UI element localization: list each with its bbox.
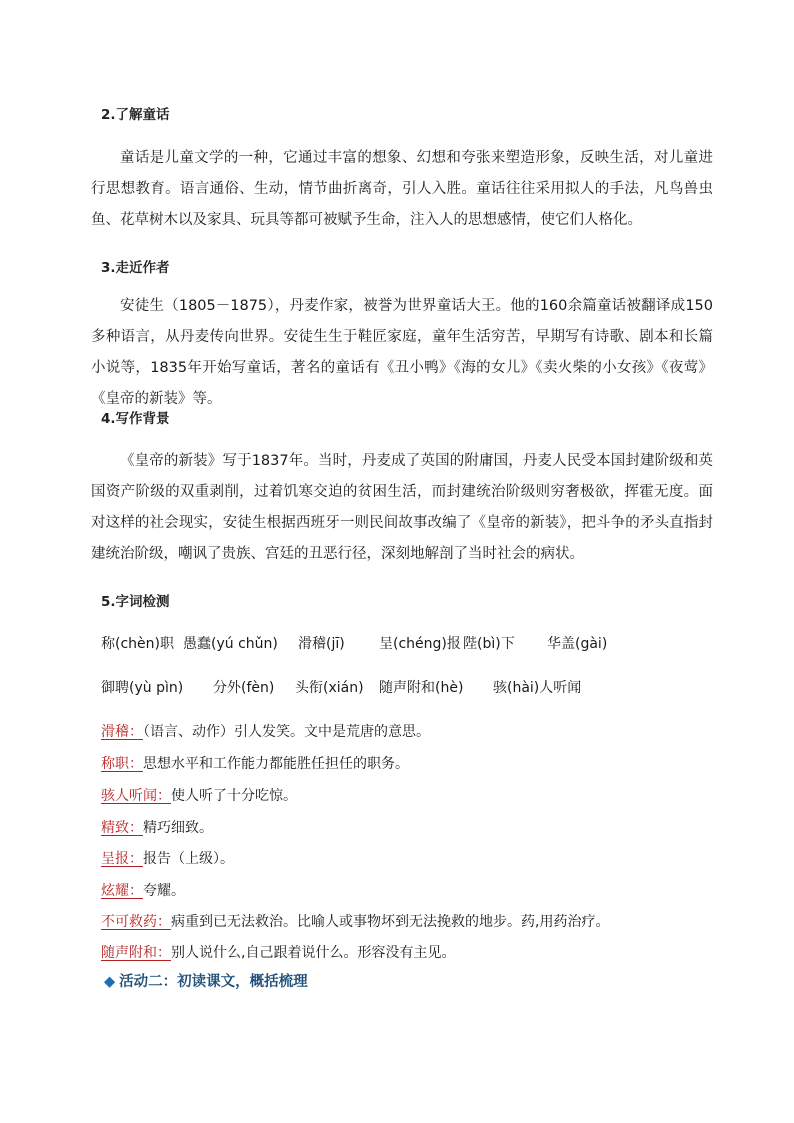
section-heading-author: 3.走近作者 <box>101 260 170 276</box>
background-paragraph: 《皇帝的新装》写于1837年。当时，丹麦成了英国的附庸国，丹麦人民受本国封建阶级和英国资产阶级的双重剥削，过着饥寒交迫的贫困生活，而封建统治阶级则穷奢极欲，挥霍无度。面对这样的社会现实，安徒生根据西班牙一则民间故事改编了《皇帝的新装》，把斗争的矛头直指封建统治阶级，嘲讽了贵族、宫廷的丑恶行径，深刻地解剖了当时社会的病状。 <box>91 453 713 562</box>
vocab-item: 呈(chéng)报 <box>379 636 461 652</box>
definition-term: 滑稽： <box>101 724 143 740</box>
definition-text: 思想水平和工作能力都能胜任担任的职务。 <box>143 756 409 772</box>
vocab-item: 滑稽(jī) <box>298 636 345 652</box>
diamond-icon: ◆ <box>104 973 116 990</box>
vocab-item: 华盖(gài) <box>547 636 608 652</box>
definition-item <box>101 785 297 805</box>
definition-text: 精巧细致。 <box>143 820 213 836</box>
section-heading-fairy-tale: 2.了解童话 <box>101 107 170 123</box>
definition-item <box>101 817 213 837</box>
vocab-item: 愚蠢(yú chǔn) <box>183 636 278 652</box>
definition-item <box>101 848 234 868</box>
fairy-tale-paragraph: 童话是儿童文学的一种，它通过丰富的想象、幻想和夸张来塑造形象，反映生活，对儿童进行思想教育。语言通俗、生动，情节曲折离奇，引人入胜。童话往往采用拟人的手法，凡鸟兽虫鱼、花草树木以及家具、玩具等都可被赋予生命，注入人的思想感情，使它们人格化。 <box>91 150 713 228</box>
definition-term: 随声附和： <box>101 945 171 961</box>
vocab-item: 称(chèn)职 <box>101 636 174 652</box>
vocab-item: 御聘(yù pìn) <box>101 680 184 696</box>
vocab-item: 头衔(xián) <box>295 680 364 696</box>
definition-term: 呈报： <box>101 851 143 867</box>
definition-term: 精致： <box>101 820 143 836</box>
definition-term: 炫耀： <box>101 883 143 899</box>
section-heading-background: 4.写作背景 <box>101 411 170 427</box>
activity-title: 活动二：初读课文，概括梳理 <box>119 973 308 990</box>
vocab-item: 陛(bì)下 <box>463 636 515 652</box>
definition-text: 病重到已无法救治。比喻人或事物坏到无法挽救的地步。药,用药治疗。 <box>171 914 610 930</box>
definition-term: 称职： <box>101 756 143 772</box>
vocab-item: 分外(fèn) <box>213 680 275 696</box>
author-paragraph: 安徒生（1805－1875），丹麦作家，被誉为世界童话大王。他的160余篇童话被翻译成150多种语言，从丹麦传向世界。安徒生生于鞋匠家庭，童年生活穷苦，早期写有诗歌、剧本和长篇小说等，1835年开始写童话，著名的童话有《丑小鸭》《海的女儿》《卖火柴的小女孩》《夜莺》《皇帝的新装》等。 <box>91 298 713 407</box>
activity-heading <box>104 970 308 991</box>
definition-item <box>101 721 430 741</box>
vocab-item: 骇(hài)人听闻 <box>493 680 582 696</box>
vocab-item: 随声附和(hè) <box>379 680 464 696</box>
definition-item <box>101 942 455 962</box>
definition-item <box>101 880 185 900</box>
definition-term: 骇人听闻： <box>101 788 171 804</box>
definition-text: （语言、动作）引人发笑。文中是荒唐的意思。 <box>143 724 430 740</box>
definition-text: 使人听了十分吃惊。 <box>171 788 297 804</box>
definition-item <box>101 911 609 931</box>
definition-text: 夸耀。 <box>143 883 185 899</box>
definition-item <box>101 753 409 773</box>
definition-text: 报告（上级）。 <box>143 851 234 867</box>
definition-text: 别人说什么,自己跟着说什么。形容没有主见。 <box>171 945 456 961</box>
definition-term: 不可救药： <box>101 914 171 930</box>
section-heading-vocab: 5.字词检测 <box>101 594 170 610</box>
